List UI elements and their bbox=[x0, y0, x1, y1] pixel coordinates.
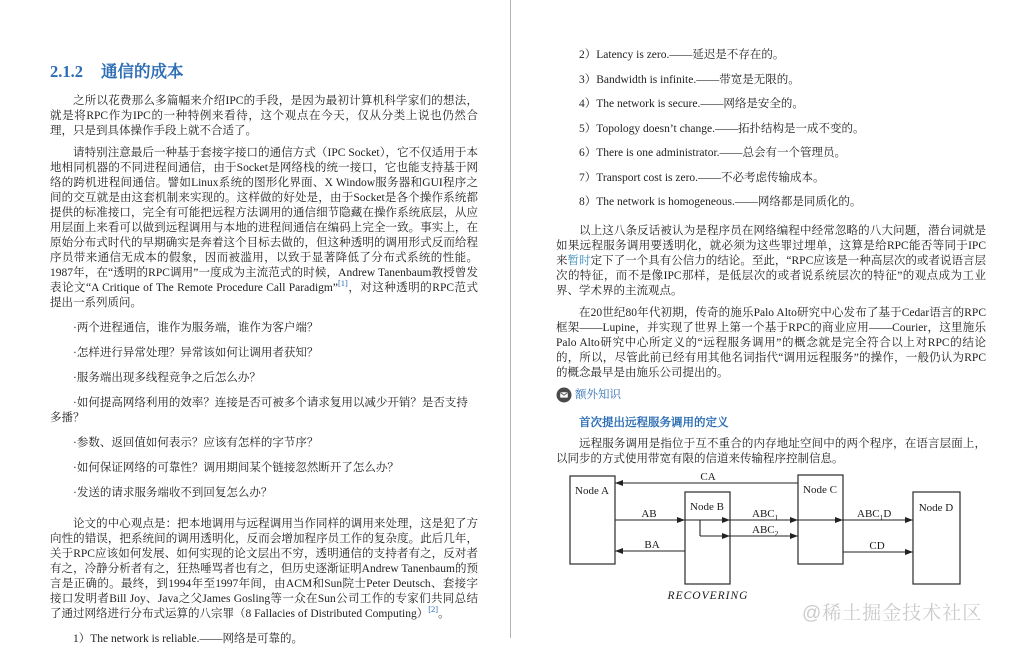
footnote-ref-2[interactable]: [2] bbox=[428, 604, 439, 615]
watermark: @稀土掘金技术社区 bbox=[802, 603, 983, 624]
fallacy-item-1: 1）The network is reliable.——网络是可靠的。 bbox=[73, 633, 303, 645]
question-item: ·参数、返回值如何表示？应该有怎样的字节序？ bbox=[73, 437, 319, 449]
section-number: 2.1.2 bbox=[50, 62, 83, 81]
edge-label-ca: CA bbox=[700, 471, 716, 483]
paragraph-intro: 之所以花费那么多篇幅来介绍IPC的手段，是因为最初计算机科学家们的想法，就是将RPC作为IPC的一种特例来看待，这个观点在今天，仅从分类上说也仍然合理，只是到具体操作手段上就不合适了。 bbox=[50, 95, 478, 137]
edge-label-abc1d: $ABC_1D$ bbox=[857, 508, 892, 522]
extra-knowledge-icon bbox=[556, 387, 572, 403]
paragraph-xerox-history: 在20世纪80年代初期，传奇的施乐Palo Alto研究中心发布了基于Cedar语言的RPC框架——Lupine，并实现了世界上第一个基于RPC的商业应用——Courier，这里施乐Palo Alto研究中心所定义的“远程服务调用”的概念就是完全符合以上对RPC的结论的，所以，尽管此前已经有用其他名词指代“调用远程服务”的操作，一般仍认为RPC的概念最早是由施乐公司提出的。 bbox=[556, 307, 986, 379]
question-item: ·发送的请求服务端收不到回复怎么办？ bbox=[73, 487, 273, 499]
question-item: ·如何提高网络利用的效率？连接是否可被多个请求复用以减少开销？是否支持多播？ bbox=[50, 397, 468, 424]
fallacy-item-7: 7）Transport cost is zero.——不必考虑传输成本。 bbox=[579, 171, 825, 184]
question-item: ·怎样进行异常处理？异常该如何让调用者获知？ bbox=[73, 347, 319, 359]
callout-paragraph: 远程服务调用是指位于互不重合的内存地址空间中的两个程序，在语言层面上，以同步的方式使用带宽有限的信道来传输程序控制信息。 bbox=[556, 438, 986, 465]
section-heading bbox=[50, 64, 478, 79]
question-item: ·两个进程通信，谁作为服务端，谁作为客户端？ bbox=[73, 322, 319, 334]
fallacy-item-8: 8）The network is homogeneous.——网络都是同质化的。 bbox=[579, 196, 862, 208]
paragraph-conclusion: 以上这八条反话被认为是程序员在网络编程中经常忽略的八大问题，潜台词就是如果远程服务调用要透明化，就必须为这些罪过埋单，这算是给RPC能否等同于IPC来暂时定下了一个具有公信力的结论。至此，“RPC应该是一种高层次的或者说语言层次的特征，而不是像IPC那样，是低层次的或者说系统层次的特征”的观点成为工业界、学术界的主流观点。 bbox=[556, 225, 987, 297]
callout-heading: 首次提出远程服务调用的定义 bbox=[579, 417, 729, 429]
edge-label-abc1: $ABC_1$ bbox=[752, 508, 779, 522]
fallacy-item-5: 5）Topology doesn’t change.——拓扑结构是一成不变的。 bbox=[579, 122, 865, 135]
section-title: 通信的成本 bbox=[101, 62, 184, 81]
paragraph-fallacies-intro: 论文的中心观点是：把本地调用与远程调用当作同样的调用来处理，这是犯了方向性的错误，把系统间的调用透明化，反而会增加程序员工作的复杂度。此后几年，关于RPC应该如何发展、如何实现的论文层出不穷，透明通信的支持者有之，反对者有之，冷静分析者有之，狂热唾骂者也有之，但历史逐渐证明Andrew Tanenbaum的预言是正确的。最终，到1994年至1997年间，由ACM和Sun院士Peter Deutsch、套接字接口发明者Bill Joy、Java之父James Gosling等一众在Sun公司工作的专家们共同总结了通过网络进行分布式运算的八宗罪（8 Fallacies of Distributed Computing）[2]。 bbox=[50, 518, 478, 620]
fallacy-item-3: 3）Bandwidth is infinite.——带宽是无限的。 bbox=[579, 73, 800, 86]
node-a-label: Node A bbox=[575, 485, 609, 497]
fallacy-item-6: 6）There is one administrator.——总会有一个管理员。 bbox=[579, 147, 847, 159]
node-b-label: Node B bbox=[690, 501, 724, 513]
edge-label-abc2: $ABC_2$ bbox=[752, 524, 779, 538]
node-c-label: Node C bbox=[803, 484, 837, 496]
rpc-diagram bbox=[556, 469, 986, 609]
fallacy-item-2: 2）Latency is zero.——延迟是不存在的。 bbox=[579, 49, 785, 61]
extra-knowledge-label: 额外知识 bbox=[575, 388, 621, 401]
question-item: ·服务端出现多线程竞争之后怎么办？ bbox=[73, 372, 261, 384]
page-divider bbox=[510, 0, 511, 638]
fallacy-item-4: 4）The network is secure.——网络是安全的。 bbox=[579, 98, 804, 110]
left-page bbox=[50, 0, 478, 647]
right-page bbox=[556, 0, 986, 609]
question-item: ·如何保证网络的可靠性？调用期间某个链接忽然断开了怎么办？ bbox=[73, 462, 399, 474]
extra-knowledge-callout bbox=[556, 387, 986, 403]
node-d-label: Node D bbox=[918, 502, 954, 514]
inline-link-zanshi[interactable]: 暂时 bbox=[567, 255, 591, 267]
footnote-ref-1[interactable]: [1] bbox=[337, 278, 348, 289]
edge-label-ab: AB bbox=[641, 508, 657, 520]
edge-label-cd: CD bbox=[869, 540, 885, 552]
diagram-caption: RECOVERING bbox=[667, 590, 749, 602]
paragraph-ipc-socket: 请特别注意最后一种基于套接字接口的通信方式（IPC Socket），它不仅适用于本地相同机器的不同进程间通信，由于Socket是网络栈的统一接口，它也能支持基于网络的跨机进程间通信。譬如Linux系统的图形化界面、X Window服务器和GUI程序之间的交互就是由这套机制来实现的。这样做的好处是，由于Socket是各个操作系统都提供的标准接口，完全有可能把远程方法调用的通信细节隐藏在操作系统底层，从应用层面上来看可以做到远程调用与本地的进程间通信在编码上完全一致。事实上，在原始分布式时代的早期确实是奔着这个目标去做的，但这种透明的调用形式反而给程序员带来通信无成本的假象，因而被滥用，以致于显著降低了分布式系统的性能。1987年，在“透明的RPC调用”一度成为主流范式的时候，Andrew Tanenbaum教授曾发表论文“A Critique of The Remote Procedure Call Paradigm”[1]，对这种透明的RPC范式提出一系列质问。 bbox=[50, 147, 478, 309]
edge-label-ba: BA bbox=[644, 539, 660, 551]
